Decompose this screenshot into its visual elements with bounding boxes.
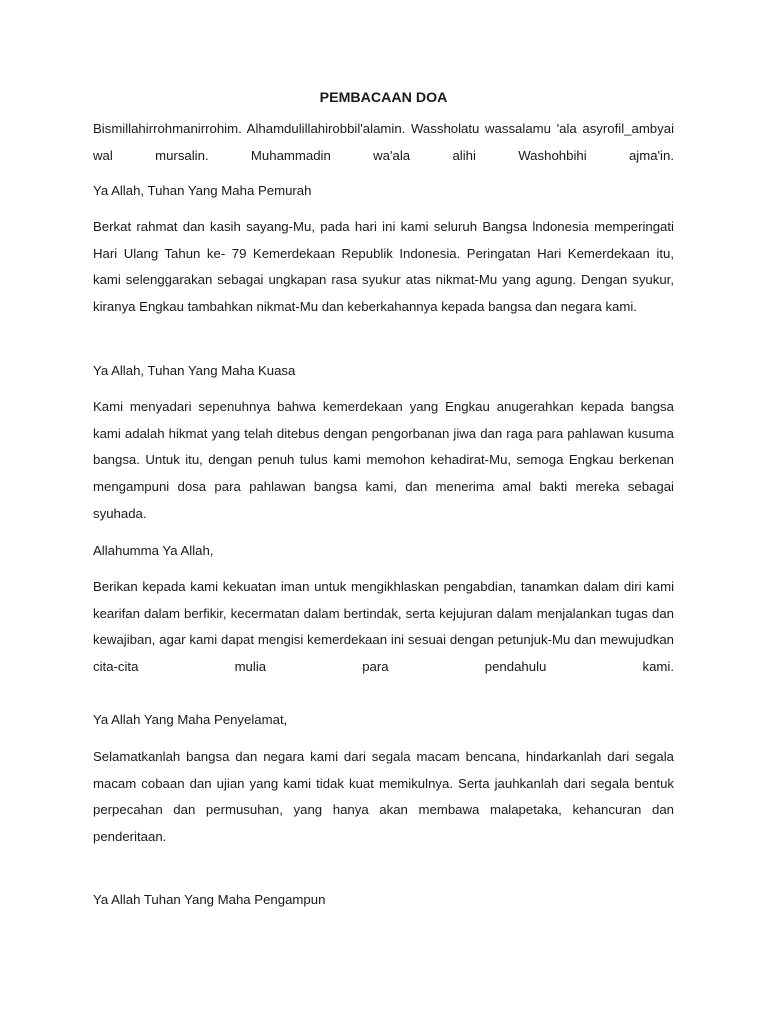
heading-maha-kuasa: Ya Allah, Tuhan Yang Maha Kuasa — [93, 363, 296, 378]
paragraph-selamatkanlah: Selamatkanlah bangsa dan negara kami dari segala macam bencana, hindarkanlah dari segala macam cobaan dan ujian yang kami tidak kuat memikulnya. Serta jauhkanlah dari segala bentuk perpecahan dan permusuhan, yang hanya akan membawa malapetaka, kehancuran dan penderitaan. — [93, 749, 674, 845]
paragraph-kekuatan-iman: Berikan kepada kami kekuatan iman untuk mengikhlaskan pengabdian, tanamkan dalam diri kami kearifan dalam berfikir, kecermatan dalam bertindak, serta kejujuran dalam menjalankan tugas dan kewajiban, agar kami dapat mengisi kemerdekaan ini sesuai dengan petunjuk-Mu dan mewujudkan cita-cita mulia para pendahulu kami. — [93, 579, 674, 675]
heading-maha-pemurah: Ya Allah, Tuhan Yang Maha Pemurah — [93, 183, 312, 198]
paragraph-kemerdekaan: Kami menyadari sepenuhnya bahwa kemerdekaan yang Engkau anugerahkan kepada bangsa kami adalah hikmat yang telah ditebus dengan pengorbanan jiwa dan raga para pahlawan kusuma bangsa. Untuk itu, dengan penuh tulus kami memohon kehadirat-Mu, semoga Engkau berkenan mengampuni dosa para pahlawan bangsa kami, dan menerima amal bakti mereka sebagai syuhada. — [93, 399, 674, 521]
heading-maha-pengampun: Ya Allah Tuhan Yang Maha Pengampun — [93, 892, 326, 907]
opening-paragraph: Bismillahirrohmanirrohim. Alhamdulillahirobbil'alamin. Wassholatu wassalamu 'ala asyrofil_ambyai wal mursalin. Muhammadin wa'ala alihi Washohbihi ajma'in. — [93, 121, 674, 163]
heading-maha-penyelamat: Ya Allah Yang Maha Penyelamat, — [93, 712, 288, 727]
document-title: PEMBACAAN DOA — [319, 90, 448, 106]
heading-allahumma: Allahumma Ya Allah, — [93, 543, 214, 558]
paragraph-rahmat: Berkat rahmat dan kasih sayang-Mu, pada hari ini kami seluruh Bangsa lndonesia memperingati Hari Ulang Tahun ke- 79 Kemerdekaan Republik Indonesia. Peringatan Hari Kemerdekaan itu, kami selenggarakan sebagai ungkapan rasa syukur atas nikmat-Mu yang agung. Dengan syukur, kiranya Engkau tambahkan nikmat-Mu dan keberkahannya kepada bangsa dan negara kami. — [93, 219, 674, 315]
